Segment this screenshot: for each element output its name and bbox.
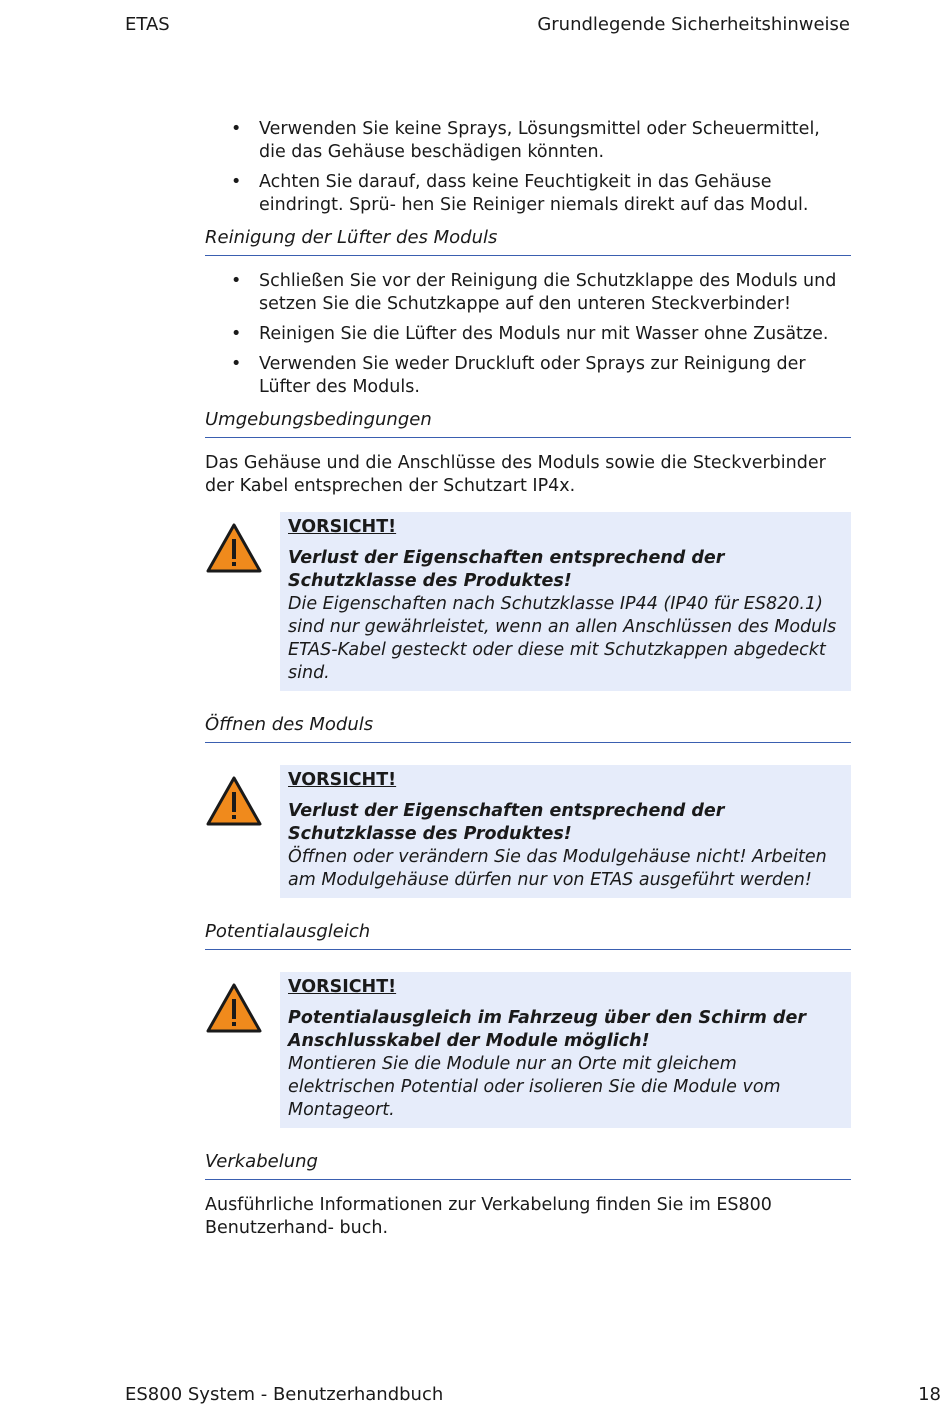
warning-box [280,972,851,1128]
warning-block [205,512,851,691]
footer-left: ES800 System - Benutzerhandbuch [125,1384,444,1405]
header-right: Grundlegende Sicherheitshinweise [537,14,850,35]
section-heading-environment: Umgebungsbedingungen [205,406,851,438]
warning-box [280,512,851,691]
warning-box [280,765,851,898]
section-heading-fan-cleaning: Reinigung der Lüfter des Moduls [205,224,851,256]
warning-headline: Verlust der Eigenschaften entsprechend der Schutzklasse des Produktes! [288,801,725,844]
warning-triangle-icon [205,522,263,574]
bullet-icon: • [231,271,242,291]
header-left: ETAS [125,14,170,35]
page-number: 18 [918,1384,941,1405]
bullet-icon: • [231,172,242,192]
warning-block [205,972,851,1128]
warning-text: Öffnen oder verändern Sie das Modulgehäuse nicht! Arbeiten am Modulgehäuse dürfen nur von ETAS ausgeführt werden! [288,847,827,890]
list-item: • Reinigen Sie die Lüfter des Moduls nur mit Wasser ohne Zusätze. [231,324,829,344]
warning-triangle-icon [205,775,263,827]
warning-title: VORSICHT! [288,770,397,790]
cabling-paragraph: Ausführliche Informationen zur Verkabelung finden Sie im ES800 Benutzerhand- buch. [205,1195,772,1238]
fan-cleaning-bullet-list [205,270,851,399]
bullet-icon: • [231,324,242,344]
warning-title: VORSICHT! [288,517,397,537]
warning-text: Die Eigenschaften nach Schutzklasse IP44 (IP40 für ES820.1) sind nur gewährleistet, wenn an allen Anschlüssen des Moduls ETAS-Kabel gesteckt oder diese mit Schutzkappen abgedeckt sind. [288,594,837,683]
warning-block [205,765,851,898]
list-item: • Verwenden Sie keine Sprays, Lösungsmittel oder Scheuermittel, die das Gehäuse beschädigen könnten. [231,119,820,162]
environment-paragraph: Das Gehäuse und die Anschlüsse des Moduls sowie die Steckverbinder der Kabel entsprechen der Schutzart IP4x. [205,453,826,496]
warning-headline: Verlust der Eigenschaften entsprechend der Schutzklasse des Produktes! [288,548,725,591]
section-heading-potential: Potentialausgleich [205,918,851,950]
bullet-icon: • [231,354,242,374]
intro-bullet-list [205,118,851,217]
list-item: • Schließen Sie vor der Reinigung die Schutzklappe des Moduls und setzen Sie die Schutzkappe auf den unteren Steckverbinder! [231,271,837,314]
list-item: • Verwenden Sie weder Druckluft oder Sprays zur Reinigung der Lüfter des Moduls. [231,354,806,397]
section-heading-opening: Öffnen des Moduls [205,711,851,743]
bullet-icon: • [231,119,242,139]
warning-text: Montieren Sie die Module nur an Orte mit gleichem elektrischen Potential oder isolieren Sie die Module vom Montageort. [288,1054,781,1120]
section-heading-cabling: Verkabelung [205,1148,851,1180]
warning-triangle-icon [205,982,263,1034]
page-content [205,118,851,1240]
warning-title: VORSICHT! [288,977,397,997]
list-item: • Achten Sie darauf, dass keine Feuchtigkeit in das Gehäuse eindringt. Sprü- hen Sie Reiniger niemals direkt auf das Modul. [231,172,809,215]
warning-headline: Potentialausgleich im Fahrzeug über den Schirm der Anschlusskabel der Module möglich! [288,1008,806,1051]
